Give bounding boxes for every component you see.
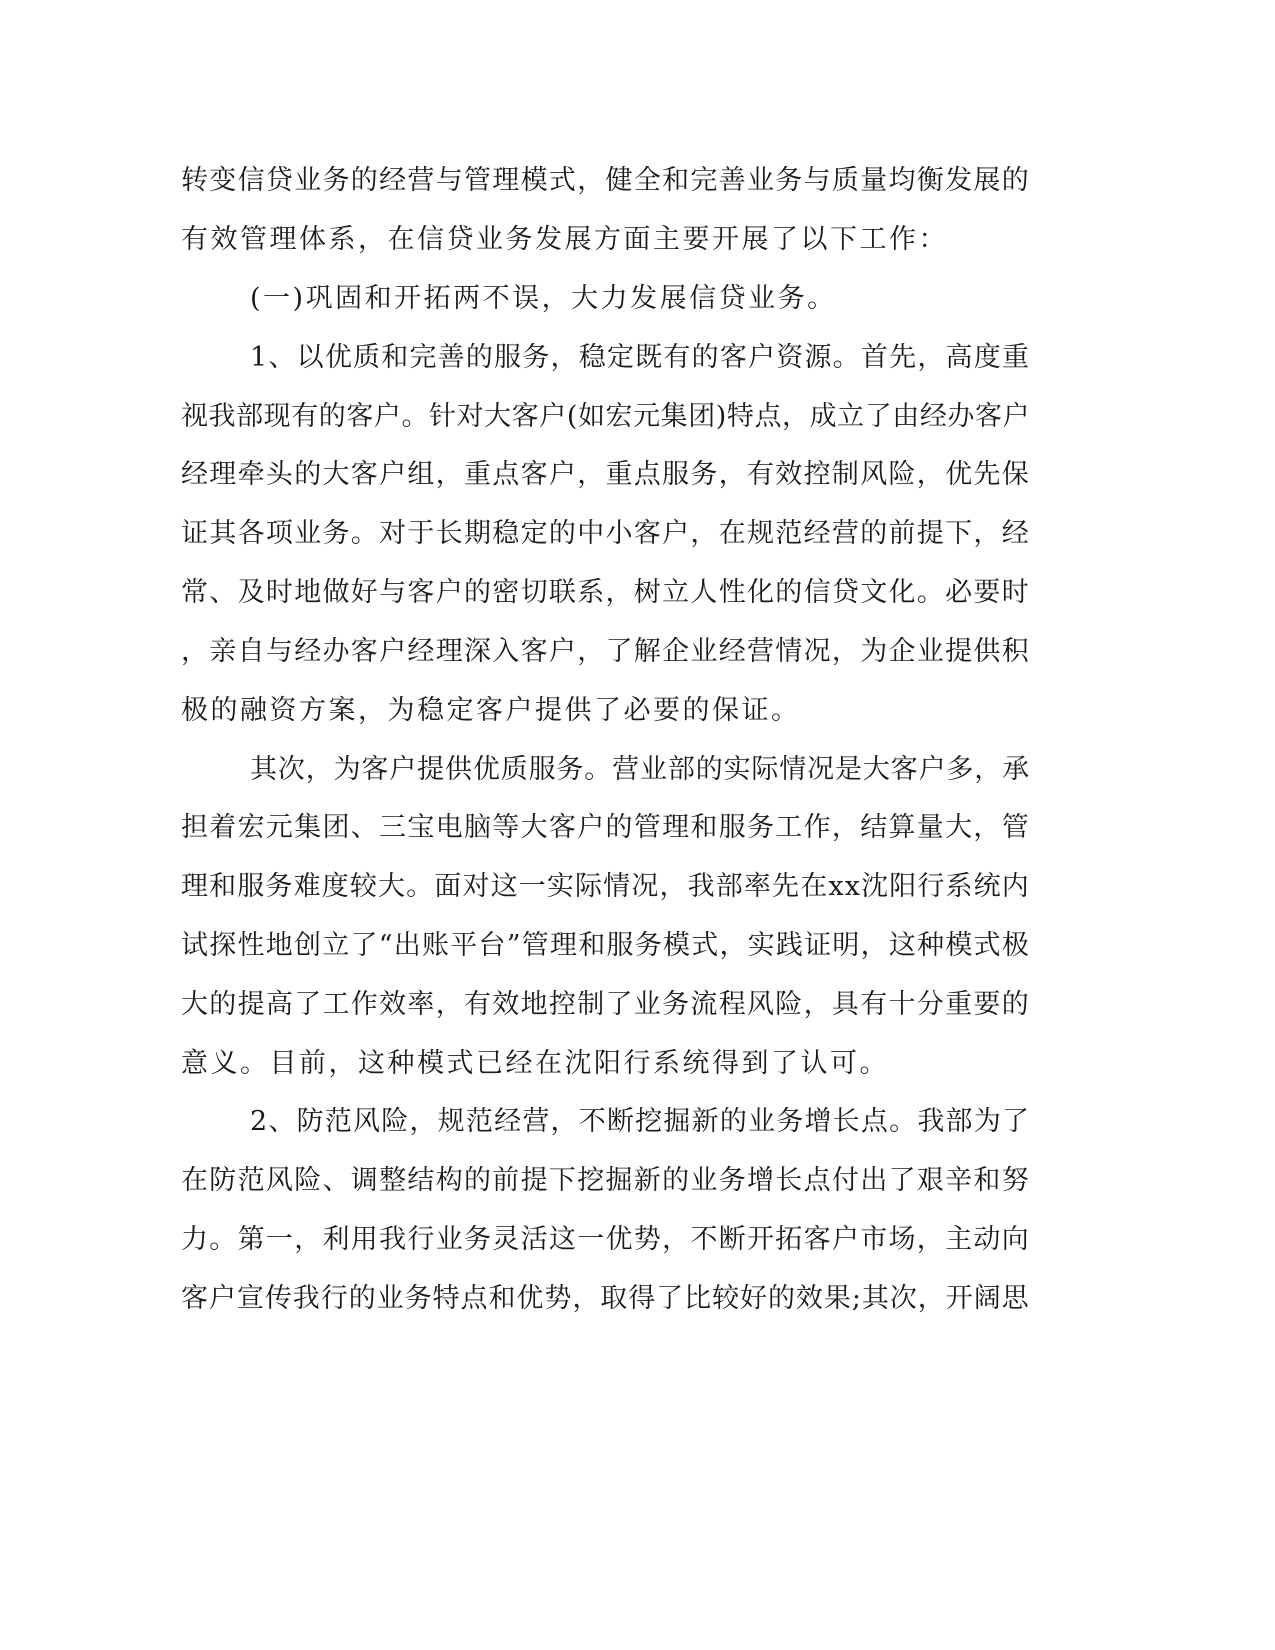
text-line: 其次，为客户提供优质服务。营业部的实际情况是大客户多，承 [250,754,1030,785]
text-line: ，亲自与经办客户经理深入客户，了解企业经营情况，为企业提供积 [181,636,1030,667]
text-line: 转变信贷业务的经营与管理模式，健全和完善业务与质量均衡发展的 [181,165,1030,196]
text-line: 意义。目前，这种模式已经在沈阳行系统得到了认可。 [181,1048,889,1079]
text-line: 有效管理体系，在信贷业务发展方面主要开展了以下工作： [181,224,948,255]
text-line: 担着宏元集团、三宝电脑等大客户的管理和服务工作，结算量大，管 [181,812,1030,843]
text-line: 在防范风险、调整结构的前提下挖掘新的业务增长点付出了艰辛和努 [181,1165,1030,1196]
text-line: 证其各项业务。对于长期稳定的中小客户，在规范经营的前提下，经 [181,518,1030,549]
text-line: 常、及时地做好与客户的密切联系，树立人性化的信贷文化。必要时 [181,577,1030,608]
text-line: 视我部现有的客户。针对大客户(如宏元集团)特点，成立了由经办客户 [181,401,1031,432]
text-line: 1、以优质和完善的服务，稳定既有的客户资源。首先，高度重 [250,342,1031,373]
text-line: 2、防范风险，规范经营，不断挖掘新的业务增长点。我部为了 [250,1106,1031,1137]
text-line: 极的融资方案，为稳定客户提供了必要的保证。 [181,695,801,726]
text-line: 经理牵头的大客户组，重点客户，重点服务，有效控制风险，优先保 [181,459,1030,490]
text-line: 理和服务难度较大。面对这一实际情况，我部率先在xx沈阳行系统内 [181,871,1030,902]
text-line: 客户宣传我行的业务特点和优势，取得了比较好的效果;其次，开阔思 [181,1283,1030,1314]
section-heading: (一)巩固和开拓两不误，大力发展信贷业务。 [250,283,837,314]
text-line: 试探性地创立了“出账平台”管理和服务模式，实践证明，这种模式极 [181,930,1031,961]
text-line: 大的提高了工作效率，有效地控制了业务流程风险，具有十分重要的 [181,989,1030,1020]
text-line: 力。第一，利用我行业务灵活这一优势，不断开拓客户市场，主动向 [181,1224,1030,1255]
